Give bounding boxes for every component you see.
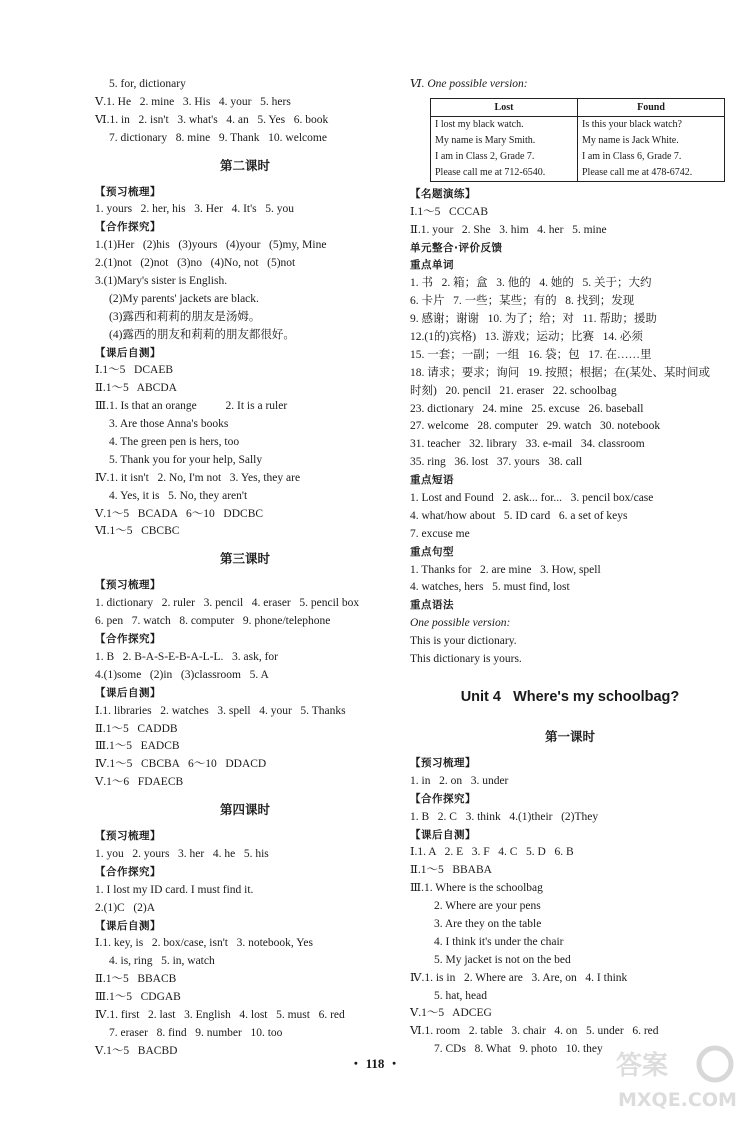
answer-line: Ⅲ.1. Where is the schoolbag xyxy=(410,882,543,895)
answer-line: 4. watches, hers 5. must find, lost xyxy=(410,581,570,594)
section-heading: 【课后自测】 xyxy=(95,919,161,932)
answer-line: Ⅱ.1～5 BBACB xyxy=(95,973,177,986)
answer-line: 1. 书 2. 箱；盒 3. 他的 4. 她的 5. 关于；大约 xyxy=(410,277,652,290)
answer-line: 2.(1)C (2)A xyxy=(95,901,156,914)
answer-line: Ⅰ.1. key, is 2. box/case, isn't 3. notebook, Yes xyxy=(95,937,313,950)
section-heading: 【课后自测】 xyxy=(95,346,161,359)
answer-line: 5. My jacket is not on the bed xyxy=(434,953,571,966)
found-line: My name is Jack White. xyxy=(582,134,679,146)
answer-line: 2.(1)not (2)not (3)no (4)No, not (5)not xyxy=(95,257,296,270)
answer-line: 时刻) 20. pencil 21. eraser 22. schoolbag xyxy=(410,384,617,397)
answer-line: Ⅰ.1～5 CCCAB xyxy=(410,205,489,218)
version-label: Ⅵ. One possible version: xyxy=(410,78,528,90)
answer-line: 1. B 2. B-A-S-E-B-A-L-L. 3. ask, for xyxy=(95,650,279,663)
answer-line: 1. dictionary 2. ruler 3. pencil 4. eraser 5. pencil box xyxy=(95,597,360,610)
answer-line: 15. 一套；一副；一组 16. 袋；包 17. 在……里 xyxy=(410,348,652,361)
answer-line: 27. welcome 28. computer 29. watch 30. notebook xyxy=(410,420,661,433)
lesson-title: 第二课时 xyxy=(219,157,270,173)
found-cell xyxy=(578,116,725,181)
answer-line: Ⅲ.1～5 EADCB xyxy=(95,740,180,753)
section-heading: 【预习梳理】 xyxy=(95,185,161,198)
answer-line: 12.(1的)宾格) 13. 游戏；运动；比赛 14. 必须 xyxy=(410,331,643,344)
section-heading: 重点语法 xyxy=(410,599,454,612)
answer-line: 1. in 2. on 3. under xyxy=(410,774,509,787)
found-header: Found xyxy=(578,98,725,116)
page-number: ・ 118 ・ xyxy=(349,1056,401,1071)
lost-line: Please call me at 712-6540. xyxy=(435,166,546,178)
section-heading: 重点句型 xyxy=(410,545,454,558)
svg-text:MXQE.COM: MXQE.COM xyxy=(618,1089,737,1111)
answer-line: 1.(1)Her (2)his (3)yours (4)your (5)my, Mine xyxy=(95,239,327,252)
answer-line: 4.(1)some (2)in (3)classroom 5. A xyxy=(95,668,269,681)
answer-line: Ⅱ.1～5 BBABA xyxy=(410,864,492,877)
section-heading: 【课后自测】 xyxy=(410,828,476,841)
unit-title: Unit 4 Where's my schoolbag? xyxy=(460,688,680,705)
answer-line: 1. you 2. yours 3. her 4. he 5. his xyxy=(95,847,269,860)
answer-line: One possible version: xyxy=(410,617,511,630)
section-heading: 单元整合·评价反馈 xyxy=(410,241,503,254)
answer-line: 6. 卡片 7. 一些；某些；有的 8. 找到；发现 xyxy=(410,295,635,308)
section-heading: 【合作探究】 xyxy=(95,633,161,646)
answer-line: 4. is, ring 5. in, watch xyxy=(109,955,215,968)
answer-line: Ⅲ.1～5 CDGAB xyxy=(95,991,181,1004)
watermark-logo xyxy=(612,1036,742,1114)
answer-line: 7. dictionary 8. mine 9. Thank 10. welcome xyxy=(109,131,327,144)
section-heading: 【课后自测】 xyxy=(95,686,161,699)
answer-line: 7. excuse me xyxy=(410,527,470,540)
answer-line: Ⅴ.1～5 BCADA 6～10 DDCBC xyxy=(95,507,264,520)
answer-line: 4. I think it's under the chair xyxy=(434,935,564,948)
answer-line: 6. pen 7. watch 8. computer 9. phone/telephone xyxy=(95,615,331,628)
section-heading: 【合作探究】 xyxy=(410,792,476,805)
answer-line: Ⅰ.1. libraries 2. watches 3. spell 4. your 5. Thanks xyxy=(95,704,346,717)
section-heading: 重点短语 xyxy=(410,474,454,487)
answer-line: This is your dictionary. xyxy=(410,635,517,648)
section-heading: 【合作探究】 xyxy=(95,865,161,878)
right-answer-lines xyxy=(410,186,730,1059)
answer-line: 31. teacher 32. library 33. e-mail 34. classroom xyxy=(410,438,645,451)
answer-line: Ⅵ.1. room 2. table 3. chair 4. on 5. under 6. red xyxy=(410,1025,659,1038)
answer-line: Ⅳ.1. is in 2. Where are 3. Are, on 4. I think xyxy=(410,971,628,984)
answer-line: 9. 感谢；谢谢 10. 为了；给；对 11. 帮助；援助 xyxy=(410,313,657,326)
lost-line: My name is Mary Smith. xyxy=(435,134,536,146)
answer-line: 1. B 2. C 3. think 4.(1)their (2)They xyxy=(410,810,599,823)
lesson-title: 第四课时 xyxy=(219,802,270,818)
section-heading: 【预习梳理】 xyxy=(95,830,161,843)
answer-line: Ⅵ.1～5 CBCBC xyxy=(95,525,180,538)
answer-line: 1. Thanks for 2. are mine 3. How, spell xyxy=(410,563,601,576)
found-line: Please call me at 478-6742. xyxy=(582,166,693,178)
answer-line: 1. Lost and Found 2. ask... for... 3. pencil box/case xyxy=(410,492,654,505)
answer-line: 3. Are they on the table xyxy=(434,917,542,930)
answer-line: Ⅱ.1～5 CADDB xyxy=(95,722,178,735)
section-heading: 【名题演练】 xyxy=(410,187,476,200)
right-column xyxy=(410,76,730,1059)
answer-line: Ⅰ.1. A 2. E 3. F 4. C 5. D 6. B xyxy=(410,846,574,859)
answer-line: 5. Thank you for your help, Sally xyxy=(109,453,263,466)
section-heading: 【预习梳理】 xyxy=(410,756,476,769)
section-heading: 【预习梳理】 xyxy=(95,579,161,592)
answer-line: Ⅴ.1～6 FDAECB xyxy=(95,776,184,789)
svg-text:答案: 答案 xyxy=(616,1051,669,1081)
answer-line: Ⅳ.1. it isn't 2. No, I'm not 3. Yes, they are xyxy=(95,471,301,484)
answer-line: Ⅴ.1. He 2. mine 3. His 4. your 5. hers xyxy=(95,95,291,108)
answer-line: Ⅵ.1. in 2. isn't 3. what's 4. an 5. Yes 6. book xyxy=(95,113,329,126)
lesson-title: 第一课时 xyxy=(544,728,595,744)
answer-line: Ⅲ.1. Is that an orange 2. It is a ruler xyxy=(95,400,288,413)
answer-line: Ⅴ.1～5 ADCEG xyxy=(410,1007,492,1020)
lesson-title: 第三课时 xyxy=(219,551,270,567)
answer-line: 7. eraser 8. find 9. number 10. too xyxy=(109,1026,283,1039)
answer-line: 7. CDs 8. What 9. photo 10. they xyxy=(434,1043,603,1056)
answer-line: 18. 请求；要求；询问 19. 按照；根据；在(某处、某时间或 xyxy=(410,366,710,379)
found-line: I am in Class 6, Grade 7. xyxy=(582,150,682,162)
answer-line: Ⅳ.1. first 2. last 3. English 4. lost 5. must 6. red xyxy=(95,1008,345,1021)
lost-header: Lost xyxy=(431,98,578,116)
lost-line: I am in Class 2, Grade 7. xyxy=(435,150,535,162)
answer-line: 4. Yes, it is 5. No, they aren't xyxy=(109,489,248,502)
answer-line: 1. I lost my ID card. I must find it. xyxy=(95,883,254,896)
answer-line: 1. yours 2. her, his 3. Her 4. It's 5. you xyxy=(95,203,295,216)
lost-found-table xyxy=(430,98,725,182)
answer-line: 5. hat, head xyxy=(434,989,488,1002)
answer-line: (2)My parents' jackets are black. xyxy=(109,292,259,305)
answer-line: Ⅰ.1～5 DCAEB xyxy=(95,364,174,377)
answer-line: Ⅳ.1～5 CBCBA 6～10 DDACD xyxy=(95,758,267,771)
answer-line: (3)露西和莉莉的朋友是汤姆。 xyxy=(109,310,261,323)
answer-line: 35. ring 36. lost 37. yours 38. call xyxy=(410,456,583,469)
answer-line: 3.(1)Mary's sister is English. xyxy=(95,275,228,288)
answer-line: 2. Where are your pens xyxy=(434,900,541,913)
answer-line: (4)露西的朋友和莉莉的朋友都很好。 xyxy=(109,328,295,341)
found-line: Is this your black watch? xyxy=(582,118,682,130)
answer-line: 4. The green pen is hers, too xyxy=(109,436,240,449)
lost-line: I lost my black watch. xyxy=(435,118,524,130)
answer-line: Ⅴ.1～5 BACBD xyxy=(95,1044,178,1057)
answer-line: This dictionary is yours. xyxy=(410,653,522,666)
left-column xyxy=(95,76,395,1061)
answer-line: Ⅱ.1. your 2. She 3. him 4. her 5. mine xyxy=(410,223,607,236)
section-heading: 【合作探究】 xyxy=(95,221,161,234)
answer-line: 3. Are those Anna's books xyxy=(109,418,229,431)
lost-cell xyxy=(431,116,578,181)
answer-line: Ⅱ.1～5 ABCDA xyxy=(95,382,177,395)
answer-line: 5. for, dictionary xyxy=(109,78,186,90)
answer-line: 4. what/how about 5. ID card 6. a set of keys xyxy=(410,509,628,522)
answer-line: 23. dictionary 24. mine 25. excuse 26. baseball xyxy=(410,402,644,415)
section-heading: 重点单词 xyxy=(410,259,454,272)
